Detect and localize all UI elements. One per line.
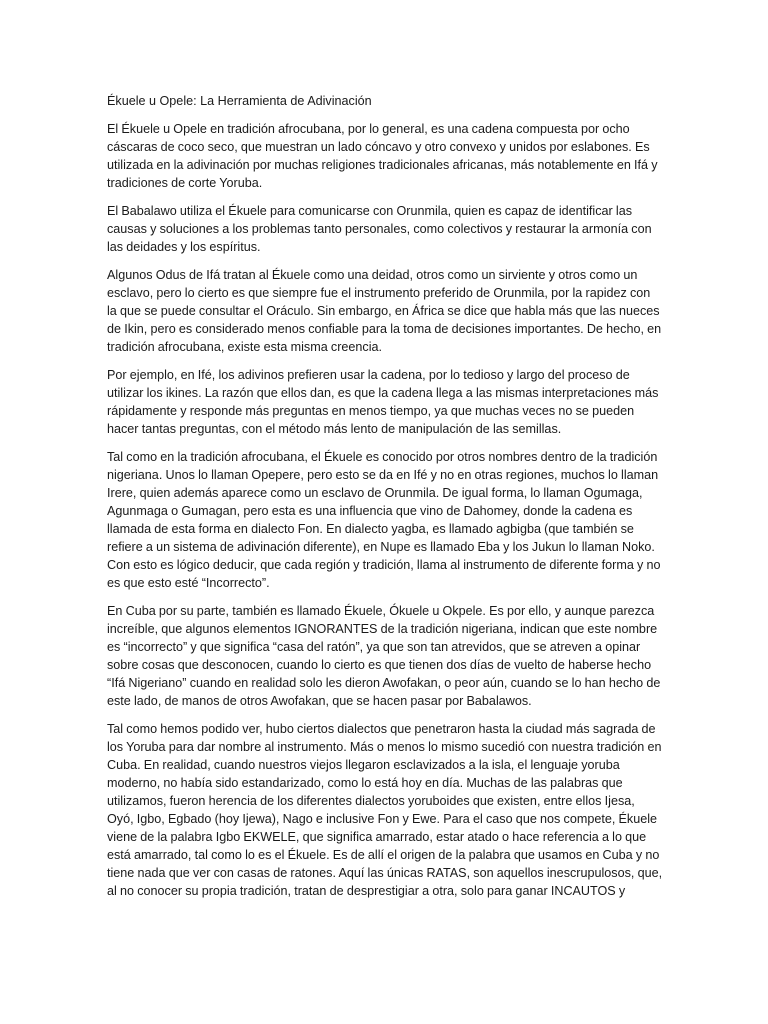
paragraph-4: Por ejemplo, en Ifé, los adivinos prefieren usar la cadena, por lo tedioso y largo del proceso de utilizar los ikines. La razón que ellos dan, es que la cadena llega a las mismas interpretaciones más rápidamente y responde más preguntas en menos tiempo, ya que muchas veces no se pueden hacer tantas preguntas, con el método más lento de manipulación de las semillas.: [107, 368, 659, 436]
document-page: [107, 92, 663, 910]
paragraph-1: El Ékuele u Opele en tradición afrocubana, por lo general, es una cadena compuesta por ocho cáscaras de coco seco, que muestran un lado cóncavo y otro convexo y unidos por eslabones. Es utilizada en la adivinación por muchas religiones tradicionales africanas, más notablemente en Ifá y tradiciones de corte Yoruba.: [107, 122, 658, 190]
paragraph-7: Tal como hemos podido ver, hubo ciertos dialectos que penetraron hasta la ciudad más sagrada de los Yoruba para dar nombre al instrumento. Más o menos lo mismo sucedió con nuestra tradición en Cuba. En realidad, cuando nuestros viejos llegaron esclavizados a la isla, el lenguaje yoruba moderno, no había sido estandarizado, como lo está hoy en día. Muchas de las palabras que utilizamos, fueron herencia de los diferentes dialectos yoruboides que existen, entre ellos Ijesa, Oyó, Igbo, Egbado (hoy Ijewa), Nago e inclusive Fon y Ewe. Para el caso que nos compete, Ékuele viene de la palabra Igbo EKWELE, que significa amarrado, estar atado o hace referencia a lo que está amarrado, tal como lo es el Ékuele. Es de allí el origen de la palabra que usamos en Cuba y no tiene nada que ver con casas de ratones. Aquí las únicas RATAS, son aquellos inescrupulosos, que, al no conocer su propia tradición, tratan de desprestigiar a otra, solo para ganar INCAUTOS y: [107, 722, 663, 898]
paragraph-6: En Cuba por su parte, también es llamado Ékuele, Ókuele u Okpele. Es por ello, y aunque parezca increíble, que algunos elementos IGNORANTES de la tradición nigeriana, indican que este nombre es “incorrecto” y que significa “casa del ratón”, ya que son tan atrevidos, que se atreven a opinar sobre cosas que desconocen, cuando lo cierto es que tienen dos días de vuelto de haberse hecho “Ifá Nigeriano” cuando en realidad solo les dieron Awofakan, o peor aún, cuando se lo han hecho de este lado, de manos de otros Awofakan, que se hacen pasar por Babalawos.: [107, 604, 661, 708]
paragraph-2: El Babalawo utiliza el Ékuele para comunicarse con Orunmila, quien es capaz de identificar las causas y soluciones a los problemas tanto personales, como colectivos y restaurar la armonía con las deidades y los espíritus.: [107, 204, 652, 254]
paragraph-5: Tal como en la tradición afrocubana, el Ékuele es conocido por otros nombres dentro de la tradición nigeriana. Unos lo llaman Opepere, pero esto se da en Ifé y no en otras regiones, muchos lo llaman Irere, quien además aparece como un esclavo de Orunmila. De igual forma, lo llaman Ogumaga, Agunmaga o Gumagan, pero esta es una influencia que vino de Dahomey, donde la cadena es llamada de esta forma en dialecto Fon. En dialecto yagba, es llamado agbigba (que también se refiere a un sistema de adivinación diferente), en Nupe es llamado Eba y los Jukun lo llaman Noko. Con esto es lógico deducir, que cada región y tradición, llama al instrumento de diferente forma y no es que esto esté “Incorrecto”.: [107, 450, 661, 590]
paragraph-3: Algunos Odus de Ifá tratan al Ékuele como una deidad, otros como un sirviente y otros como un esclavo, pero lo cierto es que siempre fue el instrumento preferido de Orunmila, por la rapidez con la que se puede consultar el Oráculo. Sin embargo, en África se dice que habla más que las nueces de Ikin, pero es considerado menos confiable para la toma de decisiones importantes. De hecho, en tradición afrocubana, existe esta misma creencia.: [107, 268, 662, 354]
document-title: Ékuele u Opele: La Herramienta de Adivinación: [107, 94, 372, 108]
